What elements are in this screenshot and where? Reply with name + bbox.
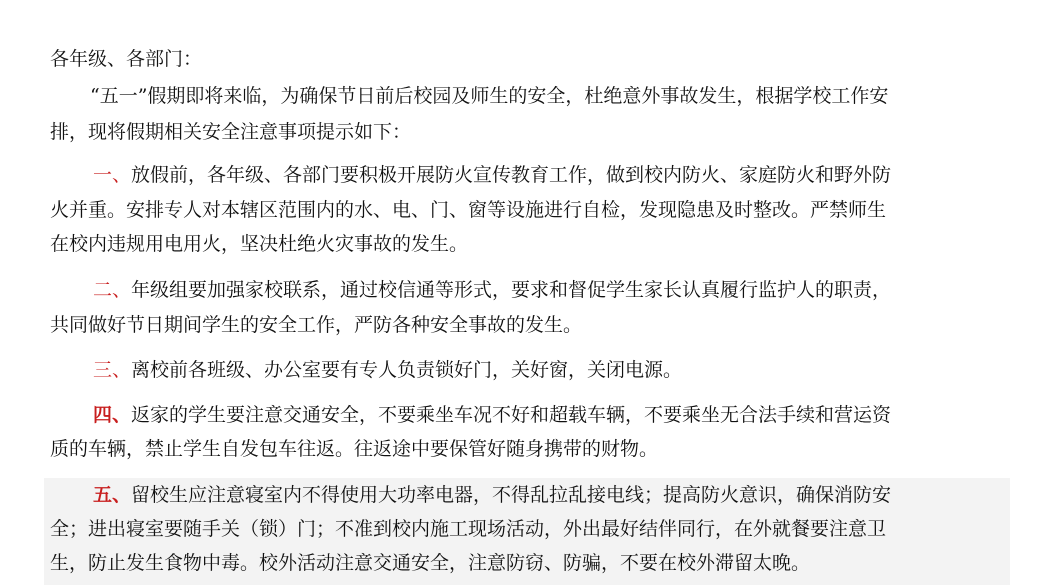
item-5 — [93, 481, 891, 509]
item-1-line-2: 火并重。安排专人对本辖区范围内的水、电、门、窗等设施进行自检，发现隐患及时整改。严禁师生 — [50, 199, 887, 221]
item-5-line-2: 全；进出寝室要随手关（锁）门；不准到校内施工现场活动，外出最好结伴同行，在外就餐要注意卫 — [50, 518, 887, 540]
item-1 — [93, 161, 891, 189]
greeting: 各年级、各部门： — [50, 48, 203, 70]
item-4 — [93, 401, 891, 429]
item-text: 放假前，各年级、各部门要积极开展防火宣传教育工作，做到校内防火、家庭防火和野外防 — [131, 164, 892, 186]
item-number: 五、 — [93, 484, 132, 506]
item-number: 一、 — [93, 164, 132, 186]
item-text: 返家的学生要注意交通安全，不要乘坐车况不好和超载车辆，不要乘坐无合法手续和营运资 — [131, 404, 892, 426]
item-number: 二、 — [93, 279, 132, 301]
item-4-line-2: 质的车辆，禁止学生自发包车往返。往返途中要保管好随身携带的财物。 — [50, 438, 659, 460]
intro-line-2: 排，现将假期相关安全注意事项提示如下： — [50, 121, 412, 143]
item-text: 年级组要加强家校联系，通过校信通等形式，要求和督促学生家长认真履行监护人的职责， — [131, 279, 892, 301]
item-text: 离校前各班级、办公室要有专人负责锁好门，关好窗，关闭电源。 — [131, 359, 683, 381]
item-2 — [93, 276, 891, 304]
item-2-line-2: 共同做好节日期间学生的安全工作，严防各种安全事故的发生。 — [50, 314, 583, 336]
intro-line-1: “五一”假期即将来临，为确保节日前后校园及师生的安全，杜绝意外事故发生，根据学校工作安 — [90, 85, 889, 107]
item-1-line-3: 在校内违规用电用火，坚决杜绝火灾事故的发生。 — [50, 233, 469, 255]
item-number: 四、 — [93, 404, 132, 426]
item-number: 三、 — [93, 359, 132, 381]
item-3 — [93, 356, 682, 384]
item-text: 留校生应注意寝室内不得使用大功率电器，不得乱拉乱接电线；提高防火意识，确保消防安 — [131, 484, 892, 506]
item-5-line-3: 生，防止发生食物中毒。校外活动注意交通安全，注意防窃、防骗，不要在校外滞留太晚。 — [50, 552, 811, 574]
